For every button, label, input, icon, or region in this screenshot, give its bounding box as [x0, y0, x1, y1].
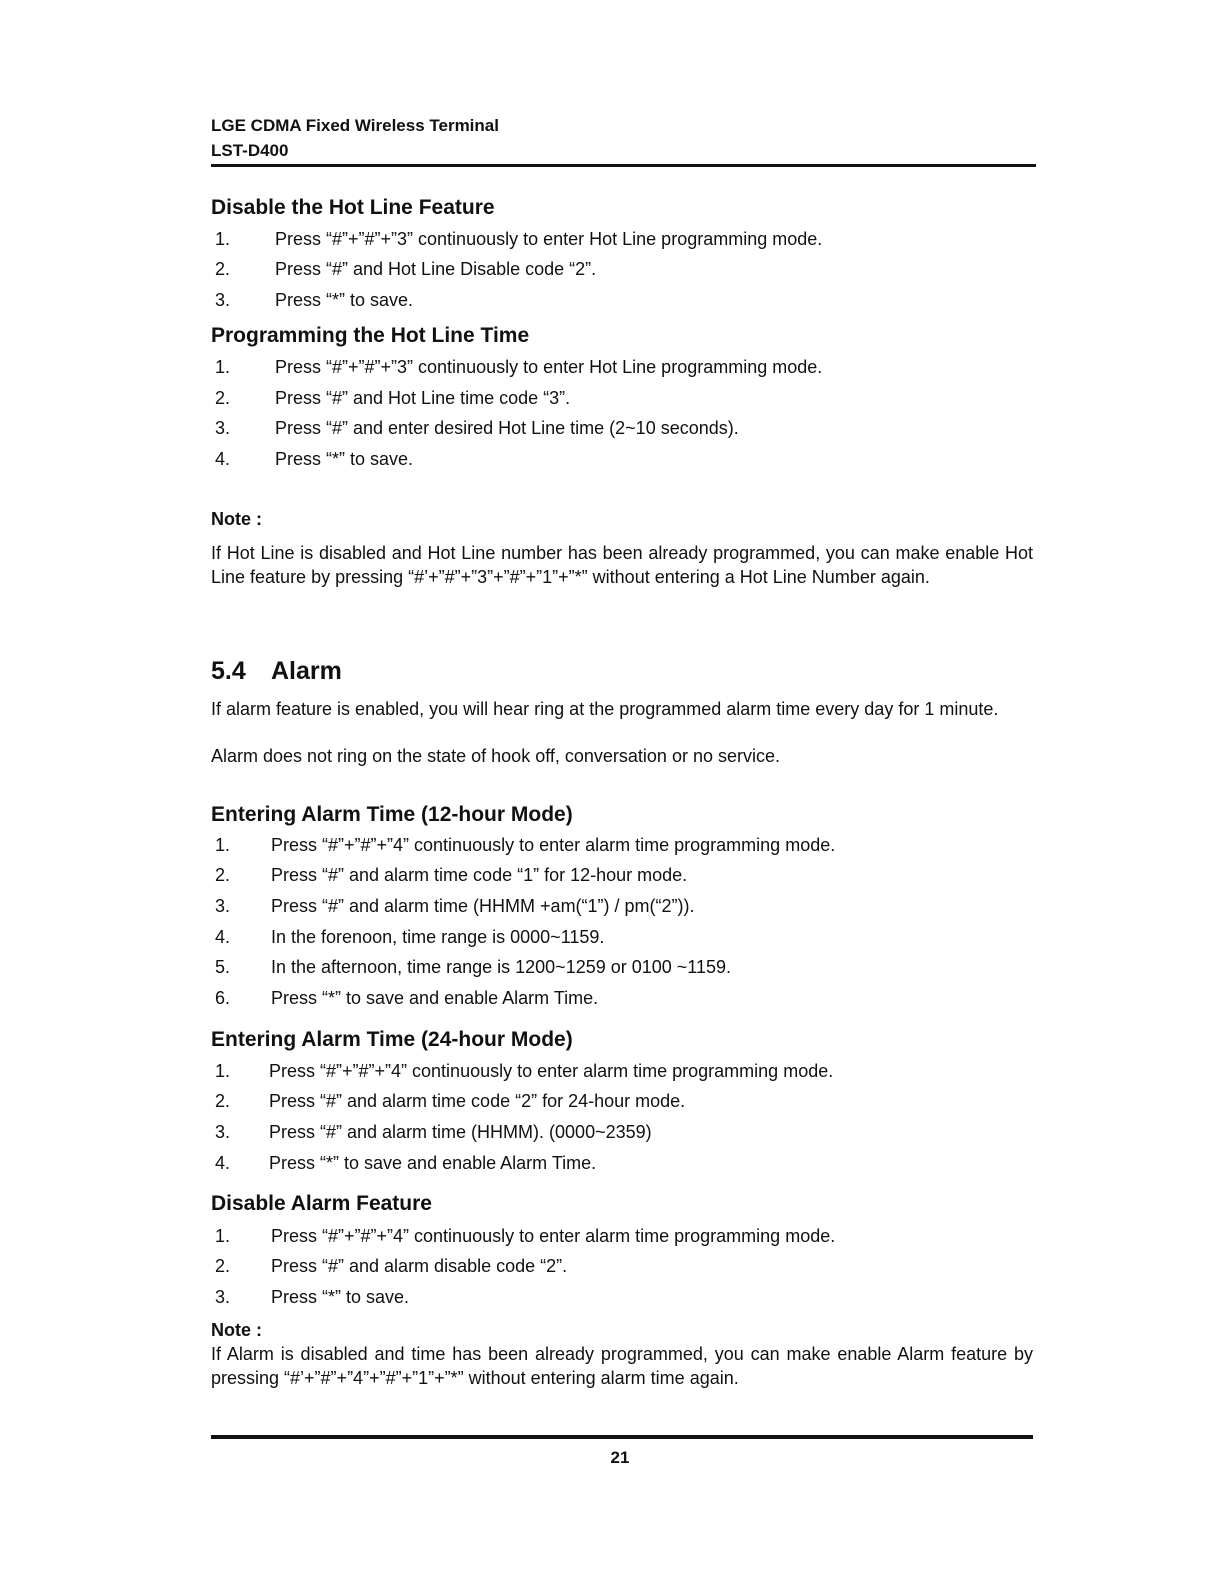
step-text: Press “#” and alarm time (HHMM +am(“1”) / pm(“2”)). [271, 896, 695, 916]
note-text: If Alarm is disabled and time has been already programmed, you can make enable Alarm feature by pressing “#’+”#”+”4”+”#”+”1”+”*” without entering alarm time again. [211, 1344, 1033, 1388]
step-text: Press “#”+”#”+”3” continuously to enter Hot Line programming mode. [275, 357, 823, 377]
step-number: 6. [215, 988, 231, 1008]
programming-hot-line-time-heading: Programming the Hot Line Time [211, 324, 530, 347]
step-number: 2. [215, 388, 231, 408]
step-text: Press “*” to save. [275, 449, 414, 469]
step-number: 2. [215, 1256, 231, 1276]
header-model-line: LST-D400 [211, 141, 289, 160]
step-number: 3. [215, 290, 231, 310]
step-number: 3. [215, 1287, 231, 1307]
step-number: 2. [215, 865, 231, 885]
document-header [211, 113, 499, 163]
step-text: Press “*” to save. [271, 1287, 410, 1307]
note-label: Note : [211, 509, 262, 529]
step-number: 1. [215, 1061, 231, 1081]
note-text: If Hot Line is disabled and Hot Line number has been already programmed, you can make enable Hot Line feature by pressing “#’+”#”+”3”+”#”+”1”+”*” without entering a Hot Line Number again. [211, 543, 1033, 587]
step-number: 1. [215, 835, 231, 855]
step-number: 1. [215, 357, 231, 377]
step-text: Press “#” and enter desired Hot Line time (2~10 seconds). [275, 418, 739, 438]
step-text: Press “#”+”#”+”4” continuously to enter alarm time programming mode. [269, 1061, 834, 1081]
step-text: Press “#”+”#”+”4” continuously to enter alarm time programming mode. [271, 1226, 836, 1246]
step-number: 1. [215, 1226, 231, 1246]
step-number: 5. [215, 957, 231, 977]
disable-hot-line-heading: Disable the Hot Line Feature [211, 196, 495, 219]
alarm-intro-paragraph-2: Alarm does not ring on the state of hook off, conversation or no service. [211, 746, 780, 766]
step-text: Press “*” to save and enable Alarm Time. [269, 1153, 597, 1173]
step-text: Press “#” and alarm time code “2” for 24-hour mode. [269, 1091, 686, 1111]
step-text: Press “#”+”#”+”4” continuously to enter alarm time programming mode. [271, 835, 836, 855]
step-text: Press “#” and alarm time (HHMM). (0000~2359) [269, 1122, 652, 1142]
step-text: Press “#” and Hot Line time code “3”. [275, 388, 571, 408]
step-text: Press “#” and alarm time code “1” for 12-hour mode. [271, 865, 688, 885]
step-text: In the afternoon, time range is 1200~1259 or 0100 ~1159. [271, 957, 732, 977]
step-number: 4. [215, 1153, 231, 1173]
alarm-12-hour-heading: Entering Alarm Time (12-hour Mode) [211, 803, 573, 826]
page-number: 21 [610, 1448, 630, 1467]
header-divider [211, 164, 1036, 167]
section-heading-alarm [211, 657, 342, 686]
step-number: 2. [215, 1091, 231, 1111]
step-number: 3. [215, 896, 231, 916]
header-product-line: LGE CDMA Fixed Wireless Terminal [211, 116, 499, 135]
section-number: 5.4 [211, 657, 246, 685]
step-number: 4. [215, 449, 231, 469]
alarm-24-hour-heading: Entering Alarm Time (24-hour Mode) [211, 1028, 573, 1051]
section-title: Alarm [271, 657, 342, 685]
step-text: Press “*” to save and enable Alarm Time. [271, 988, 599, 1008]
step-number: 1. [215, 229, 231, 249]
alarm-intro-paragraph: If alarm feature is enabled, you will hear ring at the programmed alarm time every day for 1 minute. [211, 699, 999, 719]
step-number: 2. [215, 259, 231, 279]
step-number: 3. [215, 418, 231, 438]
step-text: Press “#” and Hot Line Disable code “2”. [275, 259, 597, 279]
note-label: Note : [211, 1320, 262, 1340]
disable-alarm-heading: Disable Alarm Feature [211, 1192, 432, 1215]
step-number: 3. [215, 1122, 231, 1142]
footer-divider [211, 1435, 1033, 1439]
step-number: 4. [215, 927, 231, 947]
step-text: In the forenoon, time range is 0000~1159. [271, 927, 605, 947]
step-text: Press “#”+”#”+”3” continuously to enter Hot Line programming mode. [275, 229, 823, 249]
step-text: Press “#” and alarm disable code “2”. [271, 1256, 568, 1276]
step-text: Press “*” to save. [275, 290, 414, 310]
